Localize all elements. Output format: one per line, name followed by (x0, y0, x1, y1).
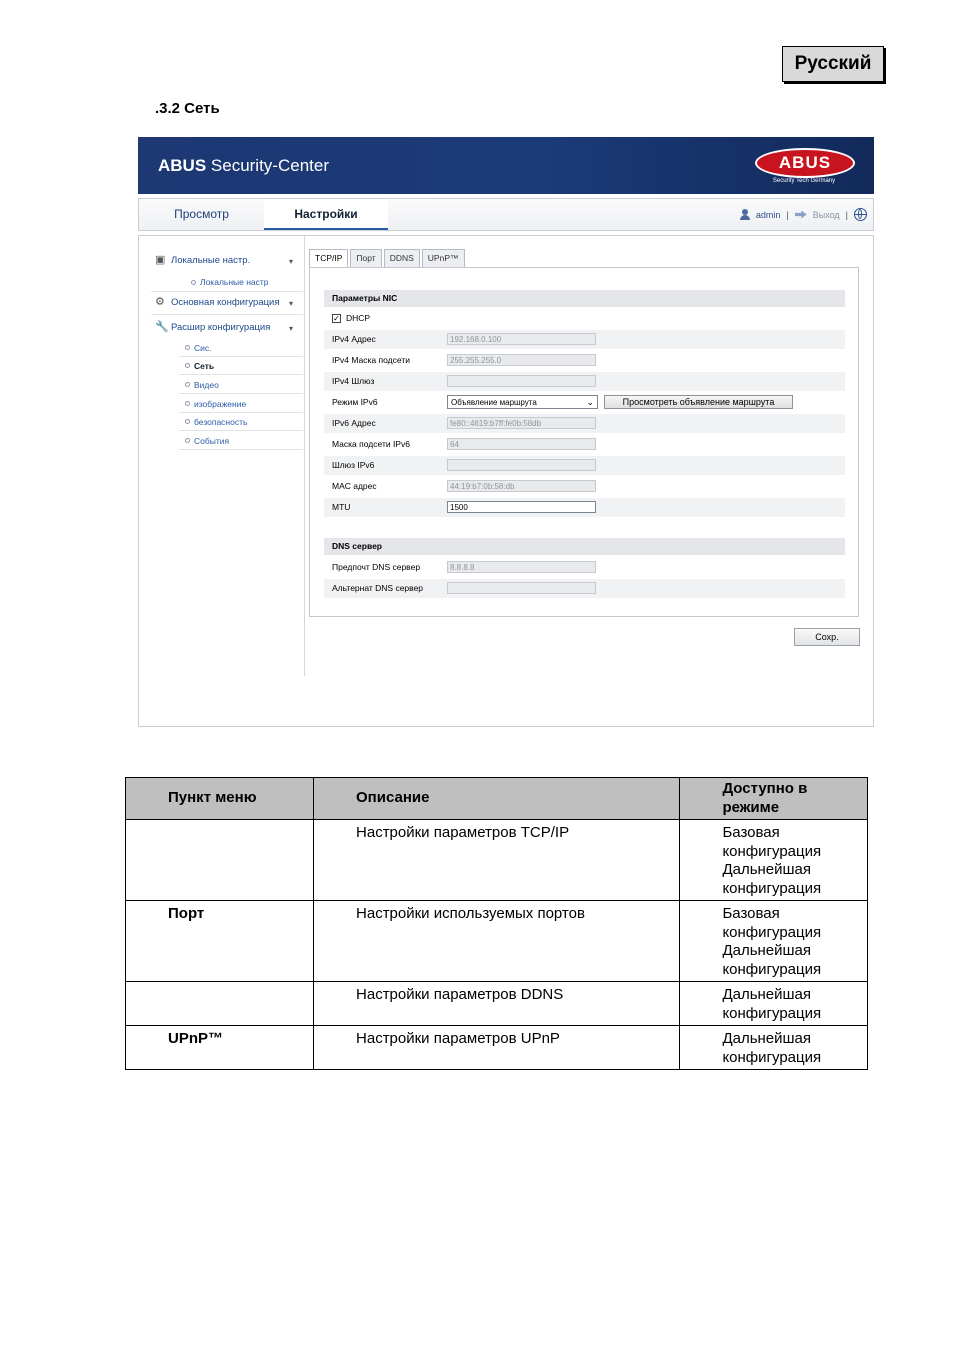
logout-link[interactable]: Выход (812, 209, 840, 220)
ipv6-mode-value: Объявление маршрута (451, 398, 537, 407)
field-label: Шлюз IPv6 (332, 460, 375, 470)
user-icon (740, 209, 750, 220)
ipv4-mask-row (324, 351, 845, 370)
table-row (126, 901, 868, 982)
globe-icon[interactable] (854, 208, 867, 221)
field-label: MAC адрес (332, 481, 377, 491)
chevron-down-icon: ⌄ (586, 397, 594, 407)
availability-line: Дальнейшая конфигурация (722, 1030, 822, 1066)
sidebar-item-security[interactable] (179, 413, 303, 431)
ipv4-mask-field[interactable]: 255.255.255.0 (447, 354, 596, 366)
column-header: Пункт меню (126, 778, 314, 820)
ipv6-mask-field[interactable]: 64 (447, 438, 596, 450)
ipv6-address-field[interactable]: fe80::4619:b7ff:fe0b:58db (447, 417, 596, 429)
bullet-icon (191, 280, 196, 285)
chevron-down-icon[interactable]: ▾ (289, 257, 294, 266)
preferred-dns-field[interactable]: 8.8.8.8 (447, 561, 596, 573)
table-cell-description: Настройки параметров DDNS (314, 982, 680, 1026)
app-title-product: Security-Center (206, 156, 329, 175)
mtu-row (324, 498, 845, 517)
abus-logo (753, 147, 855, 187)
table-row (126, 1026, 868, 1070)
sidebar-item-local-settings[interactable] (185, 273, 309, 291)
sidebar-group-basic-config[interactable] (155, 297, 280, 308)
mac-field[interactable]: 44:19:b7:0b:58:db (447, 480, 596, 492)
table-cell-availability (680, 820, 868, 901)
table-cell-item: Порт (126, 901, 314, 982)
ipv4-address-row (324, 330, 845, 349)
sidebar-item-events[interactable] (179, 432, 303, 450)
sidebar-item-label: безопасность (194, 416, 248, 427)
divider (151, 291, 303, 292)
field-label: IPv4 Адрес (332, 334, 376, 344)
nic-section-title: Параметры NIC (324, 290, 845, 307)
table-row (126, 982, 868, 1026)
table-cell-availability (680, 1026, 868, 1070)
table-cell-item (126, 982, 314, 1026)
table-cell-item (126, 820, 314, 901)
chevron-down-icon[interactable]: ▾ (289, 324, 294, 333)
alternate-dns-row (324, 579, 845, 598)
field-label: IPv6 Адрес (332, 418, 376, 428)
tcpip-form (309, 267, 859, 617)
table-cell-availability (680, 982, 868, 1026)
dhcp-checkbox[interactable]: ✓ (333, 314, 340, 323)
availability-line: Базовая конфигурация (722, 905, 822, 941)
field-label: Предпочт DNS сервер (332, 562, 421, 572)
divider (151, 314, 303, 315)
exit-icon[interactable] (795, 211, 807, 219)
field-label: MTU (332, 502, 351, 512)
availability-line: Дальнейшая конфигурация (722, 942, 822, 978)
sidebar-group-local-settings[interactable] (155, 255, 250, 266)
column-header: Доступно в режиме (680, 778, 868, 820)
section-heading: .3.2 Сеть (155, 100, 220, 117)
ipv6-address-row (324, 414, 845, 433)
ipv6-gateway-field[interactable] (447, 459, 596, 471)
tab-upnp[interactable]: UPnP™ (422, 249, 465, 268)
separator: | (786, 209, 789, 220)
availability-line: Дальнейшая конфигурация (722, 861, 822, 897)
sidebar-item-label: Видео (194, 379, 219, 390)
monitor-icon: ▣ (155, 254, 166, 266)
view-route-advertisement-button[interactable]: Просмотреть объявление маршрута (604, 395, 793, 409)
availability-line: Дальнейшая конфигурация (722, 986, 822, 1022)
app-screenshot (138, 137, 874, 727)
mtu-field[interactable]: 1500 (447, 501, 596, 513)
field-label: IPv4 Шлюз (332, 376, 375, 386)
availability-line: Базовая конфигурация (722, 824, 822, 860)
bullet-icon (185, 363, 190, 368)
ipv6-gateway-row (324, 456, 845, 475)
ipv4-gateway-field[interactable] (447, 375, 596, 387)
table-header-row (126, 778, 868, 820)
dhcp-row (324, 309, 845, 328)
app-title (158, 156, 329, 176)
nav-tab-settings[interactable]: Настройки (264, 199, 388, 230)
chevron-down-icon[interactable]: ▾ (289, 299, 294, 308)
ipv4-address-field[interactable]: 192.168.0.100 (447, 333, 596, 345)
sidebar-group-advanced-config[interactable] (155, 322, 270, 333)
ipv6-mask-row (324, 435, 845, 454)
mac-row (324, 477, 845, 496)
field-label: Режим IPv6 (332, 397, 378, 407)
sidebar-item-system[interactable] (179, 339, 303, 357)
sidebar-item-label: Сеть (194, 360, 215, 371)
sidebar-item-label: изображение (194, 398, 247, 409)
table-cell-description: Настройки параметров TCP/IP (314, 820, 680, 901)
nav-tab-view[interactable]: Просмотр (174, 207, 229, 221)
user-name[interactable]: admin (755, 209, 781, 220)
save-button[interactable]: Сохр. (794, 628, 860, 646)
wrench-icon: 🔧 (155, 321, 169, 333)
table-cell-availability (680, 901, 868, 982)
network-tabs (309, 249, 467, 267)
table-cell-description: Настройки параметров UPnP (314, 1026, 680, 1070)
abus-logo-subtitle: Security Tech Germany (772, 178, 836, 184)
sidebar-group-label: Основная конфигурация (171, 297, 280, 308)
tab-tcpip[interactable]: TCP/IP (309, 249, 348, 268)
field-label: Маска подсети IPv6 (332, 439, 410, 449)
bullet-icon (185, 419, 190, 424)
sidebar-group-label: Расшир конфигурация (171, 322, 271, 333)
ipv6-mode-row (324, 393, 845, 412)
table-cell-item: UPnP™ (126, 1026, 314, 1070)
sidebar-item-label: Сис. (194, 342, 212, 353)
settings-content (138, 235, 874, 727)
field-label: Альтернат DNS сервер (332, 583, 424, 593)
table-cell-description: Настройки используемых портов (314, 901, 680, 982)
sidebar-item-image[interactable] (179, 395, 303, 413)
sidebar-item-video[interactable] (179, 376, 303, 394)
dhcp-label: DHCP (346, 313, 371, 323)
bullet-icon (185, 438, 190, 443)
alternate-dns-field[interactable] (447, 582, 596, 594)
top-navbar (138, 198, 874, 231)
sidebar-item-network[interactable] (179, 357, 303, 375)
app-header (138, 137, 874, 194)
sidebar-group-label: Локальные настр. (171, 255, 251, 266)
sidebar-item-label: События (194, 435, 230, 446)
field-label: IPv4 Маска подсети (332, 355, 410, 365)
bullet-icon (185, 401, 190, 406)
app-title-brand: ABUS (158, 156, 207, 175)
language-label: Русский (782, 46, 884, 82)
separator: | (845, 209, 848, 220)
column-header: Описание (314, 778, 680, 820)
tab-port[interactable]: Порт (350, 249, 381, 268)
bullet-icon (185, 345, 190, 350)
table-row (126, 820, 868, 901)
ipv4-gateway-row (324, 372, 845, 391)
ipv6-mode-select[interactable] (447, 395, 598, 409)
abus-logo-text: ABUS (755, 148, 855, 178)
gear-icon: ⚙ (155, 296, 165, 308)
tab-ddns[interactable]: DDNS (384, 249, 420, 268)
menu-description-table (125, 777, 868, 1070)
sidebar-item-label: Локальные настр (200, 277, 269, 287)
dns-section-title: DNS сервер (324, 538, 845, 555)
sidebar (139, 236, 305, 676)
bullet-icon (185, 382, 190, 387)
preferred-dns-row (324, 558, 845, 577)
user-bar (740, 199, 867, 230)
